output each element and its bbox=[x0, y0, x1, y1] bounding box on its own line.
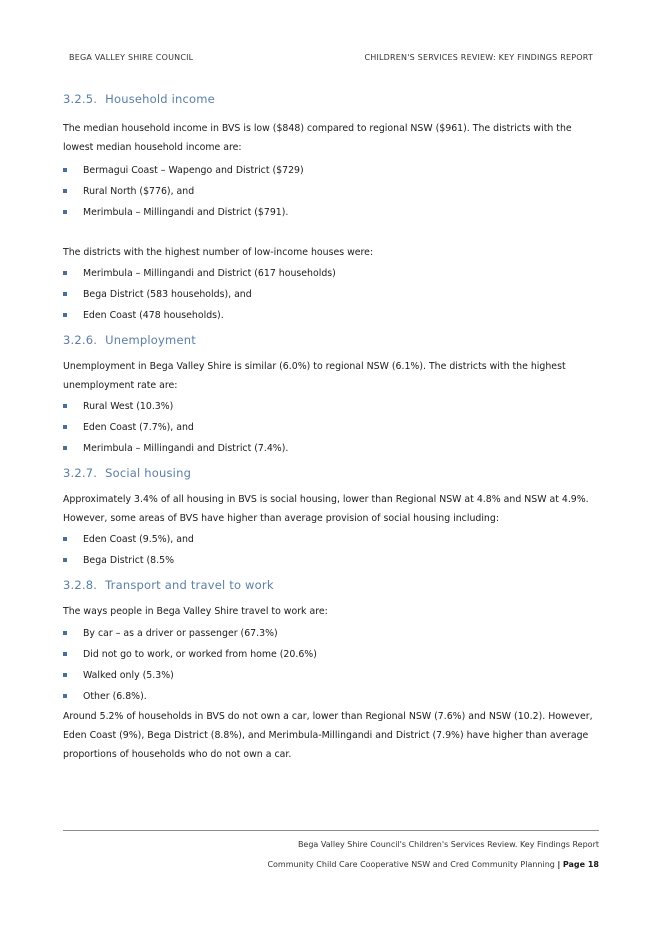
paragraph: The median household income in BVS is low ($848) compared to regional NSW ($961). The districts with the lowest median household income are: bbox=[63, 123, 572, 153]
section-number: 3.2.5. bbox=[63, 92, 98, 106]
section-title: Household income bbox=[105, 92, 215, 106]
list-item: Bega District (583 households), and bbox=[63, 284, 601, 305]
section-title: Transport and travel to work bbox=[105, 578, 274, 592]
list-item: Merimbula – Millingandi and District (7.4%). bbox=[63, 438, 601, 459]
section-heading-social-housing bbox=[63, 466, 601, 480]
page-content bbox=[63, 92, 601, 764]
page-number: Page 18 bbox=[562, 860, 599, 869]
footer-report-name: Bega Valley Shire Council's Children's Services Review. Key Findings Report bbox=[297, 840, 599, 849]
list-item: Merimbula – Millingandi and District (617 households) bbox=[63, 263, 601, 284]
header-council-name: BEGA VALLEY SHIRE COUNCIL bbox=[69, 53, 194, 62]
square-bullet-icon bbox=[63, 631, 67, 635]
list-item: Other (6.8%). bbox=[63, 686, 601, 707]
square-bullet-icon bbox=[63, 673, 67, 677]
bullet-list bbox=[63, 160, 601, 223]
square-bullet-icon bbox=[63, 404, 67, 408]
section-number: 3.2.6. bbox=[63, 333, 98, 347]
list-item: Rural West (10.3%) bbox=[63, 396, 601, 417]
section-heading-unemployment bbox=[63, 333, 601, 347]
bullet-list bbox=[63, 623, 601, 707]
section-title: Unemployment bbox=[105, 333, 196, 347]
footer-authors bbox=[267, 860, 599, 869]
paragraph: The districts with the highest number of low-income houses were: bbox=[63, 247, 374, 258]
section-number: 3.2.8. bbox=[63, 578, 98, 592]
bullet-list bbox=[63, 396, 601, 459]
list-item: By car – as a driver or passenger (67.3%) bbox=[63, 623, 601, 644]
square-bullet-icon bbox=[63, 558, 67, 562]
paragraph: Approximately 3.4% of all housing in BVS is social housing, lower than Regional NSW at 4.8% and NSW at 4.9%. However, some areas of BVS have higher than average provision of social housing including: bbox=[63, 494, 589, 524]
list-item: Merimbula – Millingandi and District ($791). bbox=[63, 202, 601, 223]
bullet-list bbox=[63, 263, 601, 326]
list-item: Rural North ($776), and bbox=[63, 181, 601, 202]
square-bullet-icon bbox=[63, 292, 67, 296]
page-header bbox=[69, 53, 593, 65]
list-item: Bega District (8.5% bbox=[63, 550, 601, 571]
bullet-list bbox=[63, 529, 601, 571]
paragraph: The ways people in Bega Valley Shire travel to work are: bbox=[63, 606, 328, 617]
list-item: Eden Coast (7.7%), and bbox=[63, 417, 601, 438]
section-number: 3.2.7. bbox=[63, 466, 98, 480]
square-bullet-icon bbox=[63, 271, 67, 275]
list-item: Did not go to work, or worked from home (20.6%) bbox=[63, 644, 601, 665]
square-bullet-icon bbox=[63, 168, 67, 172]
square-bullet-icon bbox=[63, 694, 67, 698]
square-bullet-icon bbox=[63, 537, 67, 541]
footer-authors-text: Community Child Care Cooperative NSW and Cred Community Planning bbox=[267, 860, 555, 869]
list-item: Bermagui Coast – Wapengo and District ($729) bbox=[63, 160, 601, 181]
square-bullet-icon bbox=[63, 652, 67, 656]
paragraph: Around 5.2% of households in BVS do not own a car, lower than Regional NSW (7.6%) and NSW (10.2). However, Eden Coast (9%), Bega District (8.8%), and Merimbula-Millingandi and District (7.9%) have higher than average proportions of households who do not own a car. bbox=[63, 711, 593, 760]
square-bullet-icon bbox=[63, 313, 67, 317]
header-report-title: CHILDREN'S SERVICES REVIEW: KEY FINDINGS REPORT bbox=[364, 53, 593, 62]
footer-divider bbox=[63, 830, 599, 831]
section-heading-transport bbox=[63, 578, 601, 592]
section-title: Social housing bbox=[105, 466, 192, 480]
square-bullet-icon bbox=[63, 210, 67, 214]
square-bullet-icon bbox=[63, 446, 67, 450]
square-bullet-icon bbox=[63, 189, 67, 193]
list-item: Eden Coast (9.5%), and bbox=[63, 529, 601, 550]
footer-separator: | bbox=[557, 860, 561, 869]
list-item: Walked only (5.3%) bbox=[63, 665, 601, 686]
section-heading-household-income bbox=[63, 92, 601, 106]
list-item: Eden Coast (478 households). bbox=[63, 305, 601, 326]
square-bullet-icon bbox=[63, 425, 67, 429]
paragraph: Unemployment in Bega Valley Shire is similar (6.0%) to regional NSW (6.1%). The districts with the highest unemployment rate are: bbox=[63, 361, 566, 391]
